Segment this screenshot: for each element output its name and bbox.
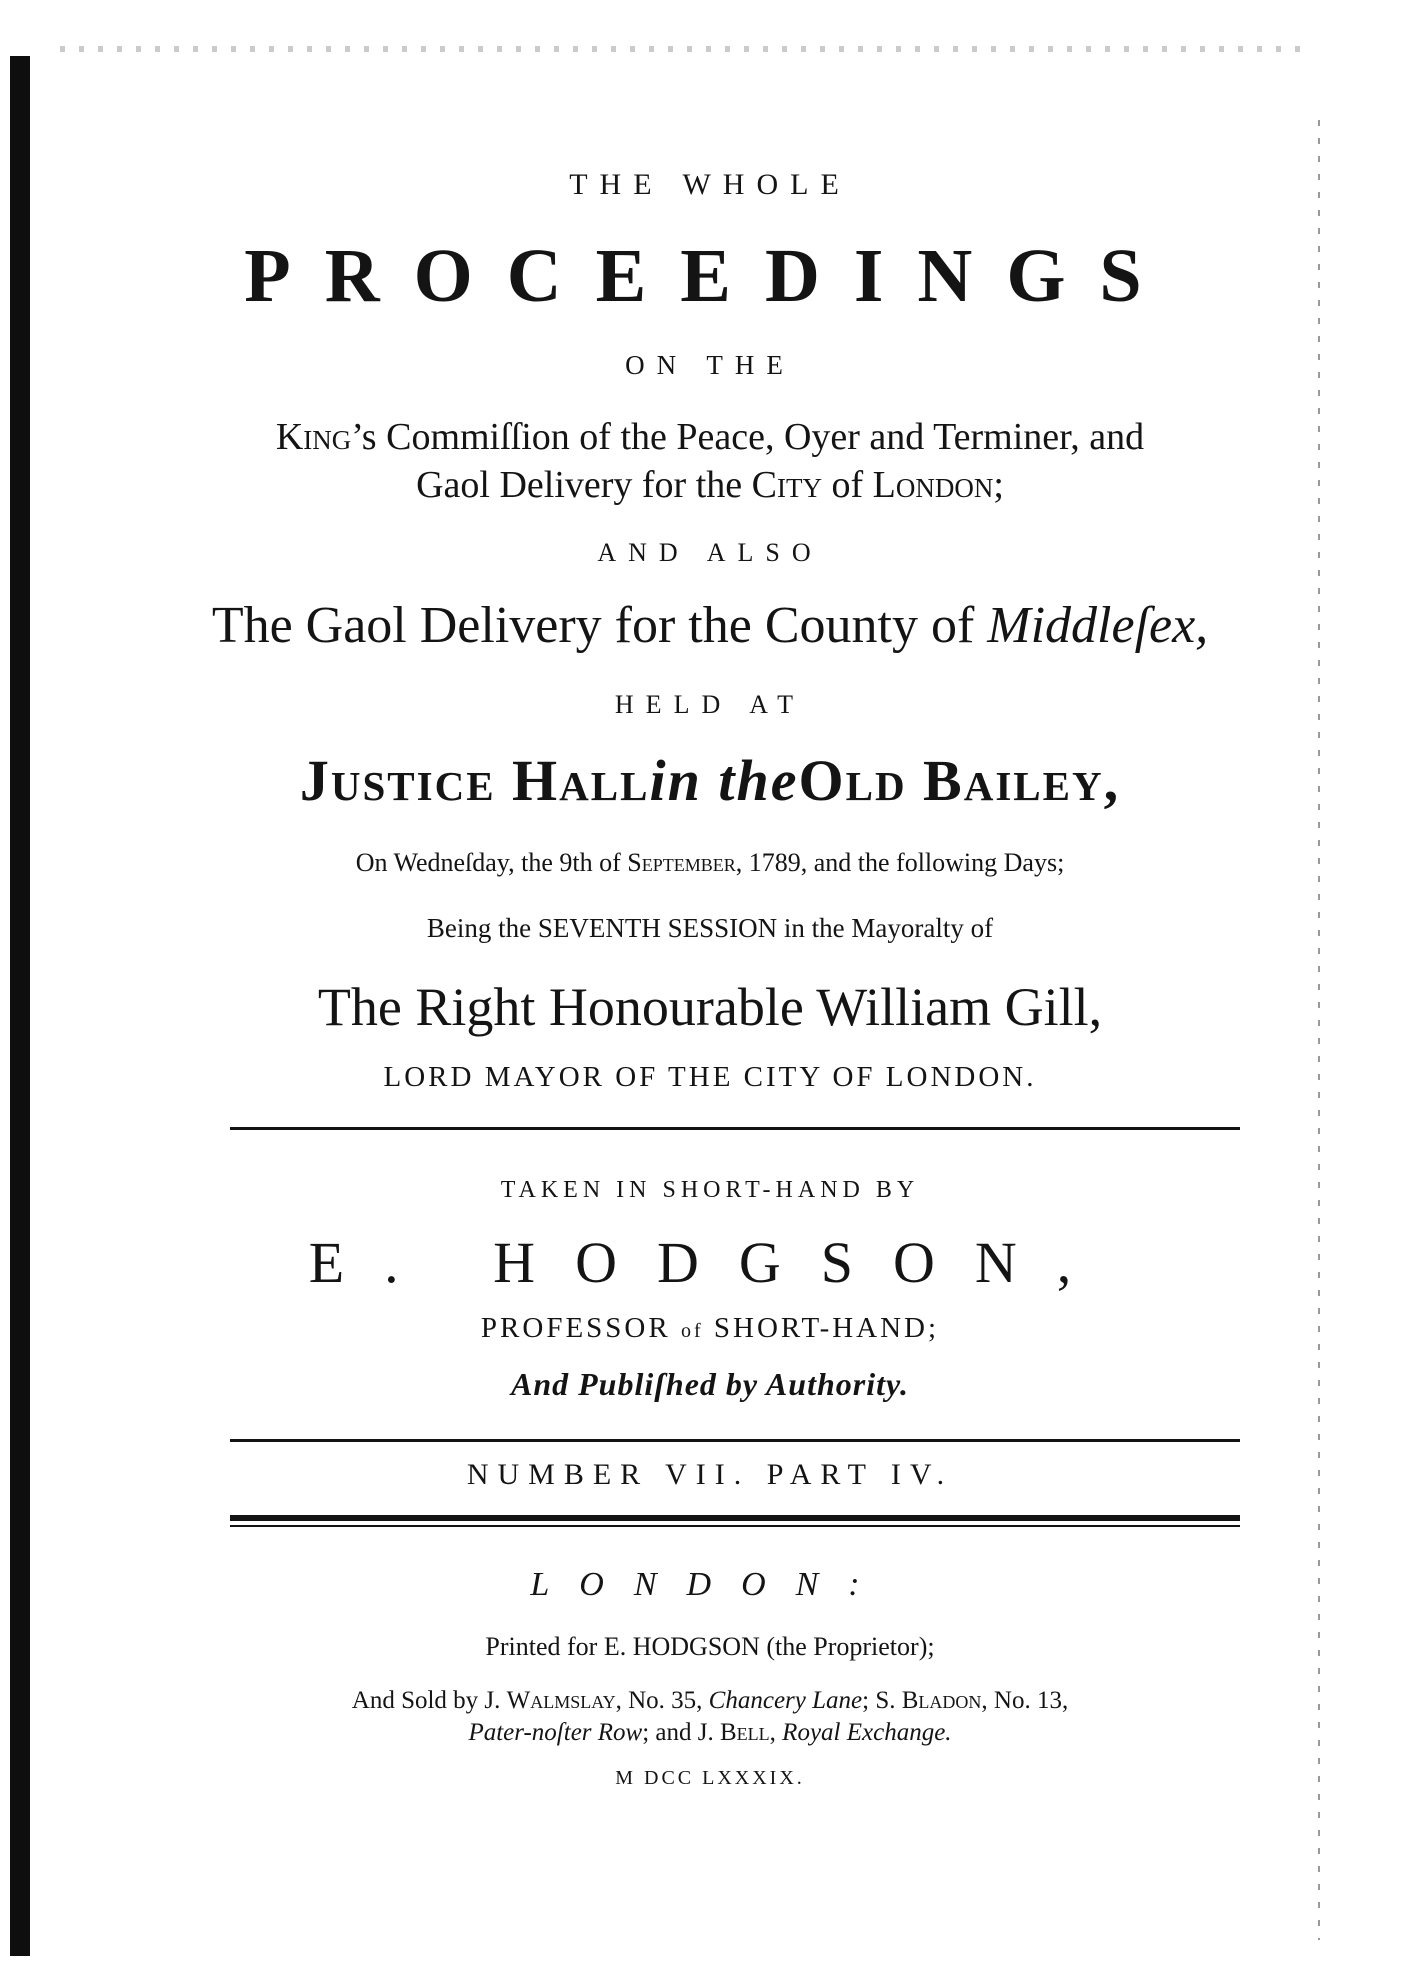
- in-the-italic: in the: [649, 748, 799, 813]
- reporter-name: E. HODGSON,: [308, 1230, 1112, 1295]
- commission-line-2-a: Gaol Delivery for the: [416, 464, 752, 506]
- month-word: September: [627, 848, 736, 877]
- rule-divider-3-thin: [230, 1525, 1240, 1527]
- pater-noster-row: Pater-noſter Row: [468, 1719, 643, 1746]
- date-b: , 1789, and the following Days;: [735, 848, 1065, 877]
- king-word: King: [275, 416, 352, 458]
- being-seventh-session: Being the SEVENTH SESSION in the Mayoralty of: [426, 913, 994, 943]
- professor-b: SHORT-HAND;: [703, 1312, 940, 1344]
- held-at: HELD AT: [614, 690, 806, 719]
- sold-a: And Sold by J.: [351, 1687, 507, 1714]
- professor-of: of: [680, 1320, 704, 1342]
- session-date: [100, 850, 1320, 876]
- bladon: Bladon: [901, 1687, 982, 1714]
- walmslay: Walmslay: [506, 1687, 616, 1714]
- imprint-year: M DCC LXXXIX.: [615, 1767, 805, 1789]
- london-word: London: [872, 464, 994, 506]
- justice-hall-line: [100, 748, 1320, 813]
- gaol-delivery-text: The Gaol Delivery for the County of: [211, 597, 988, 654]
- rule-divider-1: [230, 1127, 1240, 1130]
- commission-line-2: [100, 466, 1320, 504]
- sold-e: ; and J.: [642, 1719, 720, 1746]
- number-part: NUMBER VII. PART IV.: [466, 1458, 954, 1491]
- rule-divider-2: [230, 1439, 1240, 1442]
- middlesex-word: Middleſex,: [987, 597, 1209, 654]
- justice-hall-text: Justice Hall: [299, 748, 650, 813]
- sold-b: , No. 35,: [615, 1687, 709, 1714]
- rule-divider-3-thick: [230, 1515, 1240, 1521]
- sold-by-line-1: [100, 1688, 1320, 1713]
- commission-line-2-b: of: [821, 464, 873, 506]
- on-the: ON THE: [625, 350, 795, 380]
- professor-line: [100, 1314, 1320, 1343]
- chancery-lane: Chancery Lane: [708, 1687, 863, 1714]
- commission-line-1-rest: ’s Commiſſion of the Peace, Oyer and Terminer, and: [351, 416, 1145, 458]
- sold-f: ,: [769, 1719, 783, 1746]
- mayor-name: The Right Honourable William Gill,: [317, 977, 1103, 1037]
- royal-exchange: Royal Exchange.: [782, 1719, 952, 1746]
- date-a: On Wedneſday, the 9th of: [355, 848, 628, 877]
- the-whole: THE WHOLE: [569, 168, 851, 201]
- taken-in-short-hand: TAKEN IN SHORT-HAND BY: [500, 1177, 920, 1203]
- commission-line-2-end: ;: [993, 464, 1004, 506]
- proceedings-title: PROCEEDINGS: [244, 234, 1176, 318]
- title-page: [100, 0, 1320, 1988]
- published-by-authority: And Publiſhed by Authority.: [510, 1366, 909, 1402]
- book-binding-edge: [10, 56, 30, 1956]
- old-bailey-text: Old Bailey,: [798, 748, 1121, 813]
- professor-a: PROFESSOR: [480, 1312, 681, 1344]
- sold-by-line-2: [100, 1720, 1320, 1745]
- sold-d: , No. 13,: [981, 1687, 1069, 1714]
- imprint-london: LONDON:: [530, 1566, 890, 1603]
- commission-line-1: [100, 418, 1320, 456]
- sold-c: ; S.: [862, 1687, 902, 1714]
- and-also: AND ALSO: [597, 538, 823, 567]
- printed-for: Printed for E. HODGSON (the Proprietor);: [485, 1632, 935, 1661]
- city-word: City: [751, 464, 822, 506]
- lord-mayor-line: LORD MAYOR OF THE CITY OF LONDON.: [383, 1061, 1037, 1093]
- bell: Bell: [720, 1719, 770, 1746]
- gaol-delivery-line: [100, 597, 1320, 654]
